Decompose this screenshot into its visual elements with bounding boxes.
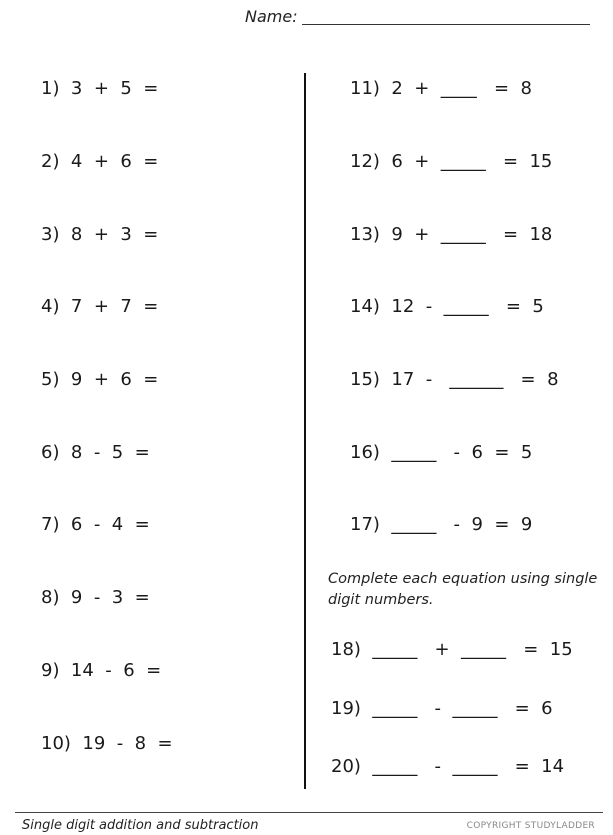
- question-13: 13) 9 + _____ = 18: [350, 224, 553, 245]
- question-20: 20) _____ - _____ = 14: [331, 756, 565, 777]
- question-16: 16) _____ - 6 = 5: [350, 442, 533, 463]
- question-10: 10) 19 - 8 =: [41, 733, 173, 754]
- name-label: Name:: [245, 7, 298, 26]
- question-7: 7) 6 - 4 =: [41, 514, 150, 535]
- question-2: 2) 4 + 6 =: [41, 151, 159, 172]
- question-17: 17) _____ - 9 = 9: [350, 514, 533, 535]
- question-4: 4) 7 + 7 =: [41, 296, 159, 317]
- question-9: 9) 14 - 6 =: [41, 660, 162, 681]
- name-line[interactable]: [302, 24, 590, 25]
- question-14: 14) 12 - _____ = 5: [350, 296, 544, 317]
- question-15: 15) 17 - ______ = 8: [350, 369, 559, 390]
- column-divider: [304, 73, 306, 789]
- question-6: 6) 8 - 5 =: [41, 442, 150, 463]
- footer-title: Single digit addition and subtraction: [22, 818, 259, 833]
- question-1: 1) 3 + 5 =: [41, 78, 159, 99]
- question-18: 18) _____ + _____ = 15: [331, 639, 573, 660]
- footer-divider: [15, 812, 603, 813]
- instruction-text: Complete each equation using single digit numbers.: [328, 571, 598, 608]
- question-5: 5) 9 + 6 =: [41, 369, 159, 390]
- footer-copyright: COPYRIGHT STUDYLADDER: [466, 821, 595, 831]
- question-3: 3) 8 + 3 =: [41, 224, 159, 245]
- question-12: 12) 6 + _____ = 15: [350, 151, 553, 172]
- question-19: 19) _____ - _____ = 6: [331, 698, 553, 719]
- question-11: 11) 2 + ____ = 8: [350, 78, 532, 99]
- question-8: 8) 9 - 3 =: [41, 587, 150, 608]
